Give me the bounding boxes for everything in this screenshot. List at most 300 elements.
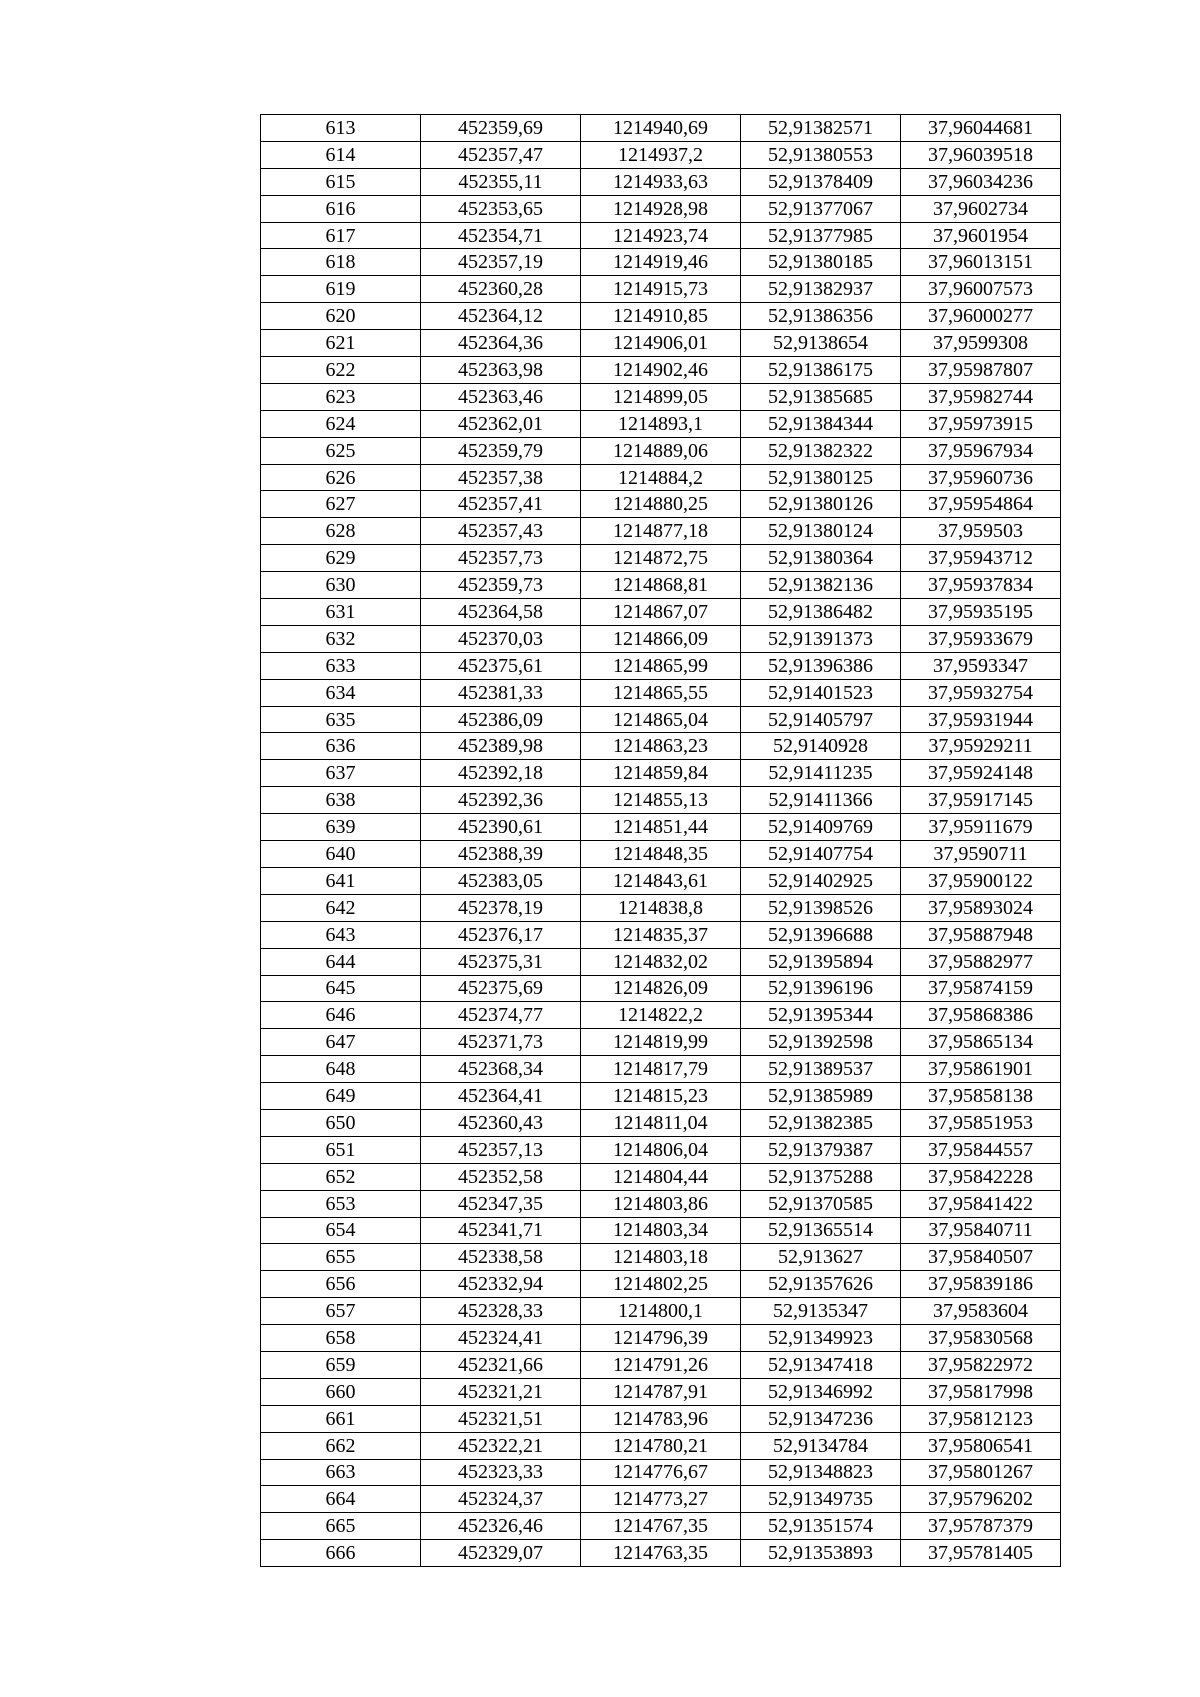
latitude-cell: 52,91391373 bbox=[741, 625, 901, 652]
x-coordinate-cell: 452359,79 bbox=[421, 437, 581, 464]
latitude-cell: 52,9134784 bbox=[741, 1432, 901, 1459]
point-number-cell: 653 bbox=[261, 1190, 421, 1217]
x-coordinate-cell: 452357,47 bbox=[421, 141, 581, 168]
y-coordinate-cell: 1214796,39 bbox=[581, 1325, 741, 1352]
longitude-cell: 37,95943712 bbox=[901, 545, 1061, 572]
y-coordinate-cell: 1214893,1 bbox=[581, 410, 741, 437]
y-coordinate-cell: 1214867,07 bbox=[581, 599, 741, 626]
latitude-cell: 52,91386175 bbox=[741, 357, 901, 384]
x-coordinate-cell: 452324,41 bbox=[421, 1325, 581, 1352]
longitude-cell: 37,95796202 bbox=[901, 1486, 1061, 1513]
y-coordinate-cell: 1214865,99 bbox=[581, 652, 741, 679]
x-coordinate-cell: 452360,43 bbox=[421, 1109, 581, 1136]
x-coordinate-cell: 452326,46 bbox=[421, 1513, 581, 1540]
longitude-cell: 37,95801267 bbox=[901, 1459, 1061, 1486]
longitude-cell: 37,95781405 bbox=[901, 1540, 1061, 1567]
point-number-cell: 629 bbox=[261, 545, 421, 572]
latitude-cell: 52,91346992 bbox=[741, 1378, 901, 1405]
point-number-cell: 655 bbox=[261, 1244, 421, 1271]
table-row bbox=[261, 1513, 1061, 1540]
point-number-cell: 658 bbox=[261, 1325, 421, 1352]
longitude-cell: 37,95900122 bbox=[901, 867, 1061, 894]
table-row bbox=[261, 1244, 1061, 1271]
latitude-cell: 52,91385685 bbox=[741, 383, 901, 410]
x-coordinate-cell: 452375,69 bbox=[421, 975, 581, 1002]
y-coordinate-cell: 1214906,01 bbox=[581, 330, 741, 357]
x-coordinate-cell: 452321,66 bbox=[421, 1351, 581, 1378]
point-number-cell: 642 bbox=[261, 894, 421, 921]
x-coordinate-cell: 452321,21 bbox=[421, 1378, 581, 1405]
y-coordinate-cell: 1214803,34 bbox=[581, 1217, 741, 1244]
longitude-cell: 37,95932754 bbox=[901, 679, 1061, 706]
point-number-cell: 650 bbox=[261, 1109, 421, 1136]
table-row bbox=[261, 625, 1061, 652]
latitude-cell: 52,91349923 bbox=[741, 1325, 901, 1352]
latitude-cell: 52,91349735 bbox=[741, 1486, 901, 1513]
table-row bbox=[261, 787, 1061, 814]
x-coordinate-cell: 452355,11 bbox=[421, 168, 581, 195]
latitude-cell: 52,91347236 bbox=[741, 1405, 901, 1432]
longitude-cell: 37,95841422 bbox=[901, 1190, 1061, 1217]
longitude-cell: 37,95973915 bbox=[901, 410, 1061, 437]
table-row bbox=[261, 1109, 1061, 1136]
coordinates-table-body bbox=[261, 115, 1061, 1567]
y-coordinate-cell: 1214884,2 bbox=[581, 464, 741, 491]
longitude-cell: 37,95893024 bbox=[901, 894, 1061, 921]
y-coordinate-cell: 1214783,96 bbox=[581, 1405, 741, 1432]
longitude-cell: 37,95954864 bbox=[901, 491, 1061, 518]
table-row bbox=[261, 1459, 1061, 1486]
longitude-cell: 37,95858138 bbox=[901, 1083, 1061, 1110]
y-coordinate-cell: 1214868,81 bbox=[581, 572, 741, 599]
y-coordinate-cell: 1214863,23 bbox=[581, 733, 741, 760]
y-coordinate-cell: 1214806,04 bbox=[581, 1136, 741, 1163]
x-coordinate-cell: 452360,28 bbox=[421, 276, 581, 303]
longitude-cell: 37,9599308 bbox=[901, 330, 1061, 357]
table-row bbox=[261, 814, 1061, 841]
latitude-cell: 52,91386482 bbox=[741, 599, 901, 626]
longitude-cell: 37,95882977 bbox=[901, 948, 1061, 975]
latitude-cell: 52,91378409 bbox=[741, 168, 901, 195]
table-row bbox=[261, 357, 1061, 384]
y-coordinate-cell: 1214763,35 bbox=[581, 1540, 741, 1567]
x-coordinate-cell: 452352,58 bbox=[421, 1163, 581, 1190]
y-coordinate-cell: 1214877,18 bbox=[581, 518, 741, 545]
x-coordinate-cell: 452375,31 bbox=[421, 948, 581, 975]
point-number-cell: 636 bbox=[261, 733, 421, 760]
longitude-cell: 37,96000277 bbox=[901, 303, 1061, 330]
latitude-cell: 52,91396196 bbox=[741, 975, 901, 1002]
point-number-cell: 660 bbox=[261, 1378, 421, 1405]
table-row bbox=[261, 921, 1061, 948]
latitude-cell: 52,91382322 bbox=[741, 437, 901, 464]
point-number-cell: 641 bbox=[261, 867, 421, 894]
y-coordinate-cell: 1214803,86 bbox=[581, 1190, 741, 1217]
y-coordinate-cell: 1214851,44 bbox=[581, 814, 741, 841]
point-number-cell: 639 bbox=[261, 814, 421, 841]
latitude-cell: 52,91382571 bbox=[741, 115, 901, 142]
longitude-cell: 37,95844557 bbox=[901, 1136, 1061, 1163]
y-coordinate-cell: 1214780,21 bbox=[581, 1432, 741, 1459]
latitude-cell: 52,91386356 bbox=[741, 303, 901, 330]
table-row bbox=[261, 572, 1061, 599]
longitude-cell: 37,95812123 bbox=[901, 1405, 1061, 1432]
point-number-cell: 628 bbox=[261, 518, 421, 545]
y-coordinate-cell: 1214803,18 bbox=[581, 1244, 741, 1271]
table-row bbox=[261, 491, 1061, 518]
point-number-cell: 657 bbox=[261, 1298, 421, 1325]
y-coordinate-cell: 1214802,25 bbox=[581, 1271, 741, 1298]
table-row bbox=[261, 1136, 1061, 1163]
longitude-cell: 37,95987807 bbox=[901, 357, 1061, 384]
table-row bbox=[261, 841, 1061, 868]
point-number-cell: 662 bbox=[261, 1432, 421, 1459]
latitude-cell: 52,91411235 bbox=[741, 760, 901, 787]
longitude-cell: 37,95937834 bbox=[901, 572, 1061, 599]
x-coordinate-cell: 452321,51 bbox=[421, 1405, 581, 1432]
point-number-cell: 652 bbox=[261, 1163, 421, 1190]
x-coordinate-cell: 452357,73 bbox=[421, 545, 581, 572]
longitude-cell: 37,95830568 bbox=[901, 1325, 1061, 1352]
point-number-cell: 637 bbox=[261, 760, 421, 787]
longitude-cell: 37,9583604 bbox=[901, 1298, 1061, 1325]
point-number-cell: 643 bbox=[261, 921, 421, 948]
table-row bbox=[261, 867, 1061, 894]
latitude-cell: 52,91398526 bbox=[741, 894, 901, 921]
x-coordinate-cell: 452388,39 bbox=[421, 841, 581, 868]
latitude-cell: 52,91395344 bbox=[741, 1002, 901, 1029]
point-number-cell: 620 bbox=[261, 303, 421, 330]
longitude-cell: 37,96013151 bbox=[901, 249, 1061, 276]
latitude-cell: 52,9140928 bbox=[741, 733, 901, 760]
x-coordinate-cell: 452357,41 bbox=[421, 491, 581, 518]
table-row bbox=[261, 249, 1061, 276]
table-row bbox=[261, 1271, 1061, 1298]
latitude-cell: 52,91395894 bbox=[741, 948, 901, 975]
y-coordinate-cell: 1214899,05 bbox=[581, 383, 741, 410]
point-number-cell: 654 bbox=[261, 1217, 421, 1244]
table-row bbox=[261, 464, 1061, 491]
y-coordinate-cell: 1214815,23 bbox=[581, 1083, 741, 1110]
x-coordinate-cell: 452354,71 bbox=[421, 222, 581, 249]
table-row bbox=[261, 168, 1061, 195]
point-number-cell: 614 bbox=[261, 141, 421, 168]
longitude-cell: 37,95931944 bbox=[901, 706, 1061, 733]
latitude-cell: 52,91375288 bbox=[741, 1163, 901, 1190]
table-row bbox=[261, 706, 1061, 733]
point-number-cell: 666 bbox=[261, 1540, 421, 1567]
x-coordinate-cell: 452364,41 bbox=[421, 1083, 581, 1110]
table-row bbox=[261, 760, 1061, 787]
longitude-cell: 37,95840507 bbox=[901, 1244, 1061, 1271]
table-row bbox=[261, 1163, 1061, 1190]
table-row bbox=[261, 303, 1061, 330]
x-coordinate-cell: 452341,71 bbox=[421, 1217, 581, 1244]
latitude-cell: 52,91409769 bbox=[741, 814, 901, 841]
y-coordinate-cell: 1214767,35 bbox=[581, 1513, 741, 1540]
latitude-cell: 52,91380126 bbox=[741, 491, 901, 518]
x-coordinate-cell: 452374,77 bbox=[421, 1002, 581, 1029]
y-coordinate-cell: 1214819,99 bbox=[581, 1029, 741, 1056]
longitude-cell: 37,95822972 bbox=[901, 1351, 1061, 1378]
table-row bbox=[261, 1486, 1061, 1513]
point-number-cell: 638 bbox=[261, 787, 421, 814]
longitude-cell: 37,95865134 bbox=[901, 1029, 1061, 1056]
y-coordinate-cell: 1214822,2 bbox=[581, 1002, 741, 1029]
latitude-cell: 52,9135347 bbox=[741, 1298, 901, 1325]
latitude-cell: 52,91389537 bbox=[741, 1056, 901, 1083]
y-coordinate-cell: 1214933,63 bbox=[581, 168, 741, 195]
point-number-cell: 663 bbox=[261, 1459, 421, 1486]
point-number-cell: 661 bbox=[261, 1405, 421, 1432]
latitude-cell: 52,91365514 bbox=[741, 1217, 901, 1244]
latitude-cell: 52,91402925 bbox=[741, 867, 901, 894]
latitude-cell: 52,91351574 bbox=[741, 1513, 901, 1540]
x-coordinate-cell: 452392,36 bbox=[421, 787, 581, 814]
point-number-cell: 651 bbox=[261, 1136, 421, 1163]
y-coordinate-cell: 1214791,26 bbox=[581, 1351, 741, 1378]
point-number-cell: 622 bbox=[261, 357, 421, 384]
x-coordinate-cell: 452386,09 bbox=[421, 706, 581, 733]
table-row bbox=[261, 1405, 1061, 1432]
point-number-cell: 659 bbox=[261, 1351, 421, 1378]
y-coordinate-cell: 1214776,67 bbox=[581, 1459, 741, 1486]
y-coordinate-cell: 1214865,04 bbox=[581, 706, 741, 733]
longitude-cell: 37,95874159 bbox=[901, 975, 1061, 1002]
point-number-cell: 645 bbox=[261, 975, 421, 1002]
longitude-cell: 37,96034236 bbox=[901, 168, 1061, 195]
point-number-cell: 635 bbox=[261, 706, 421, 733]
point-number-cell: 665 bbox=[261, 1513, 421, 1540]
y-coordinate-cell: 1214866,09 bbox=[581, 625, 741, 652]
latitude-cell: 52,91357626 bbox=[741, 1271, 901, 1298]
point-number-cell: 625 bbox=[261, 437, 421, 464]
y-coordinate-cell: 1214928,98 bbox=[581, 195, 741, 222]
table-row bbox=[261, 1029, 1061, 1056]
y-coordinate-cell: 1214872,75 bbox=[581, 545, 741, 572]
x-coordinate-cell: 452347,35 bbox=[421, 1190, 581, 1217]
x-coordinate-cell: 452363,46 bbox=[421, 383, 581, 410]
point-number-cell: 632 bbox=[261, 625, 421, 652]
point-number-cell: 633 bbox=[261, 652, 421, 679]
longitude-cell: 37,95917145 bbox=[901, 787, 1061, 814]
latitude-cell: 52,91405797 bbox=[741, 706, 901, 733]
latitude-cell: 52,91382385 bbox=[741, 1109, 901, 1136]
latitude-cell: 52,91385989 bbox=[741, 1083, 901, 1110]
x-coordinate-cell: 452390,61 bbox=[421, 814, 581, 841]
y-coordinate-cell: 1214804,44 bbox=[581, 1163, 741, 1190]
table-row bbox=[261, 1378, 1061, 1405]
point-number-cell: 621 bbox=[261, 330, 421, 357]
longitude-cell: 37,95787379 bbox=[901, 1513, 1061, 1540]
x-coordinate-cell: 452364,36 bbox=[421, 330, 581, 357]
point-number-cell: 640 bbox=[261, 841, 421, 868]
longitude-cell: 37,95839186 bbox=[901, 1271, 1061, 1298]
x-coordinate-cell: 452383,05 bbox=[421, 867, 581, 894]
x-coordinate-cell: 452322,21 bbox=[421, 1432, 581, 1459]
table-row bbox=[261, 1002, 1061, 1029]
y-coordinate-cell: 1214838,8 bbox=[581, 894, 741, 921]
point-number-cell: 630 bbox=[261, 572, 421, 599]
y-coordinate-cell: 1214923,74 bbox=[581, 222, 741, 249]
table-row bbox=[261, 276, 1061, 303]
x-coordinate-cell: 452357,38 bbox=[421, 464, 581, 491]
table-row bbox=[261, 141, 1061, 168]
longitude-cell: 37,95817998 bbox=[901, 1378, 1061, 1405]
coordinates-table bbox=[260, 114, 1061, 1567]
table-row bbox=[261, 1056, 1061, 1083]
longitude-cell: 37,95851953 bbox=[901, 1109, 1061, 1136]
longitude-cell: 37,96007573 bbox=[901, 276, 1061, 303]
table-row bbox=[261, 733, 1061, 760]
y-coordinate-cell: 1214880,25 bbox=[581, 491, 741, 518]
table-row bbox=[261, 195, 1061, 222]
y-coordinate-cell: 1214889,06 bbox=[581, 437, 741, 464]
x-coordinate-cell: 452359,69 bbox=[421, 115, 581, 142]
x-coordinate-cell: 452353,65 bbox=[421, 195, 581, 222]
table-row bbox=[261, 1351, 1061, 1378]
point-number-cell: 623 bbox=[261, 383, 421, 410]
latitude-cell: 52,91382937 bbox=[741, 276, 901, 303]
latitude-cell: 52,91348823 bbox=[741, 1459, 901, 1486]
latitude-cell: 52,91380553 bbox=[741, 141, 901, 168]
point-number-cell: 631 bbox=[261, 599, 421, 626]
y-coordinate-cell: 1214855,13 bbox=[581, 787, 741, 814]
table-row bbox=[261, 679, 1061, 706]
x-coordinate-cell: 452392,18 bbox=[421, 760, 581, 787]
x-coordinate-cell: 452364,58 bbox=[421, 599, 581, 626]
point-number-cell: 618 bbox=[261, 249, 421, 276]
point-number-cell: 634 bbox=[261, 679, 421, 706]
x-coordinate-cell: 452359,73 bbox=[421, 572, 581, 599]
table-row bbox=[261, 383, 1061, 410]
x-coordinate-cell: 452357,43 bbox=[421, 518, 581, 545]
point-number-cell: 627 bbox=[261, 491, 421, 518]
point-number-cell: 615 bbox=[261, 168, 421, 195]
point-number-cell: 613 bbox=[261, 115, 421, 142]
longitude-cell: 37,95933679 bbox=[901, 625, 1061, 652]
table-row bbox=[261, 599, 1061, 626]
longitude-cell: 37,95842228 bbox=[901, 1163, 1061, 1190]
table-row bbox=[261, 410, 1061, 437]
latitude-cell: 52,91392598 bbox=[741, 1029, 901, 1056]
table-row bbox=[261, 1190, 1061, 1217]
y-coordinate-cell: 1214787,91 bbox=[581, 1378, 741, 1405]
table-row bbox=[261, 948, 1061, 975]
longitude-cell: 37,95967934 bbox=[901, 437, 1061, 464]
point-number-cell: 616 bbox=[261, 195, 421, 222]
y-coordinate-cell: 1214826,09 bbox=[581, 975, 741, 1002]
longitude-cell: 37,96039518 bbox=[901, 141, 1061, 168]
x-coordinate-cell: 452371,73 bbox=[421, 1029, 581, 1056]
latitude-cell: 52,91384344 bbox=[741, 410, 901, 437]
x-coordinate-cell: 452368,34 bbox=[421, 1056, 581, 1083]
table-row bbox=[261, 1540, 1061, 1567]
table-row bbox=[261, 1217, 1061, 1244]
table-row bbox=[261, 518, 1061, 545]
table-row bbox=[261, 437, 1061, 464]
y-coordinate-cell: 1214773,27 bbox=[581, 1486, 741, 1513]
latitude-cell: 52,91401523 bbox=[741, 679, 901, 706]
point-number-cell: 619 bbox=[261, 276, 421, 303]
x-coordinate-cell: 452357,19 bbox=[421, 249, 581, 276]
longitude-cell: 37,95935195 bbox=[901, 599, 1061, 626]
latitude-cell: 52,91411366 bbox=[741, 787, 901, 814]
x-coordinate-cell: 452329,07 bbox=[421, 1540, 581, 1567]
longitude-cell: 37,95861901 bbox=[901, 1056, 1061, 1083]
point-number-cell: 626 bbox=[261, 464, 421, 491]
y-coordinate-cell: 1214832,02 bbox=[581, 948, 741, 975]
x-coordinate-cell: 452362,01 bbox=[421, 410, 581, 437]
x-coordinate-cell: 452323,33 bbox=[421, 1459, 581, 1486]
x-coordinate-cell: 452375,61 bbox=[421, 652, 581, 679]
y-coordinate-cell: 1214800,1 bbox=[581, 1298, 741, 1325]
table-row bbox=[261, 1325, 1061, 1352]
x-coordinate-cell: 452328,33 bbox=[421, 1298, 581, 1325]
longitude-cell: 37,95868386 bbox=[901, 1002, 1061, 1029]
y-coordinate-cell: 1214910,85 bbox=[581, 303, 741, 330]
latitude-cell: 52,91353893 bbox=[741, 1540, 901, 1567]
latitude-cell: 52,91380124 bbox=[741, 518, 901, 545]
x-coordinate-cell: 452370,03 bbox=[421, 625, 581, 652]
latitude-cell: 52,91382136 bbox=[741, 572, 901, 599]
table-row bbox=[261, 222, 1061, 249]
longitude-cell: 37,96044681 bbox=[901, 115, 1061, 142]
longitude-cell: 37,95911679 bbox=[901, 814, 1061, 841]
latitude-cell: 52,91396688 bbox=[741, 921, 901, 948]
latitude-cell: 52,91347418 bbox=[741, 1351, 901, 1378]
longitude-cell: 37,95929211 bbox=[901, 733, 1061, 760]
point-number-cell: 624 bbox=[261, 410, 421, 437]
longitude-cell: 37,95887948 bbox=[901, 921, 1061, 948]
longitude-cell: 37,9593347 bbox=[901, 652, 1061, 679]
x-coordinate-cell: 452389,98 bbox=[421, 733, 581, 760]
latitude-cell: 52,91380364 bbox=[741, 545, 901, 572]
y-coordinate-cell: 1214919,46 bbox=[581, 249, 741, 276]
x-coordinate-cell: 452378,19 bbox=[421, 894, 581, 921]
x-coordinate-cell: 452338,58 bbox=[421, 1244, 581, 1271]
latitude-cell: 52,9138654 bbox=[741, 330, 901, 357]
longitude-cell: 37,9590711 bbox=[901, 841, 1061, 868]
x-coordinate-cell: 452357,13 bbox=[421, 1136, 581, 1163]
table-row bbox=[261, 975, 1061, 1002]
point-number-cell: 617 bbox=[261, 222, 421, 249]
latitude-cell: 52,91377067 bbox=[741, 195, 901, 222]
x-coordinate-cell: 452376,17 bbox=[421, 921, 581, 948]
longitude-cell: 37,95960736 bbox=[901, 464, 1061, 491]
y-coordinate-cell: 1214865,55 bbox=[581, 679, 741, 706]
point-number-cell: 646 bbox=[261, 1002, 421, 1029]
latitude-cell: 52,91377985 bbox=[741, 222, 901, 249]
x-coordinate-cell: 452363,98 bbox=[421, 357, 581, 384]
point-number-cell: 649 bbox=[261, 1083, 421, 1110]
latitude-cell: 52,91380125 bbox=[741, 464, 901, 491]
point-number-cell: 664 bbox=[261, 1486, 421, 1513]
longitude-cell: 37,959503 bbox=[901, 518, 1061, 545]
table-row bbox=[261, 1298, 1061, 1325]
y-coordinate-cell: 1214902,46 bbox=[581, 357, 741, 384]
point-number-cell: 644 bbox=[261, 948, 421, 975]
table-row bbox=[261, 330, 1061, 357]
longitude-cell: 37,95982744 bbox=[901, 383, 1061, 410]
y-coordinate-cell: 1214940,69 bbox=[581, 115, 741, 142]
point-number-cell: 647 bbox=[261, 1029, 421, 1056]
latitude-cell: 52,91379387 bbox=[741, 1136, 901, 1163]
y-coordinate-cell: 1214915,73 bbox=[581, 276, 741, 303]
y-coordinate-cell: 1214811,04 bbox=[581, 1109, 741, 1136]
y-coordinate-cell: 1214817,79 bbox=[581, 1056, 741, 1083]
longitude-cell: 37,95806541 bbox=[901, 1432, 1061, 1459]
